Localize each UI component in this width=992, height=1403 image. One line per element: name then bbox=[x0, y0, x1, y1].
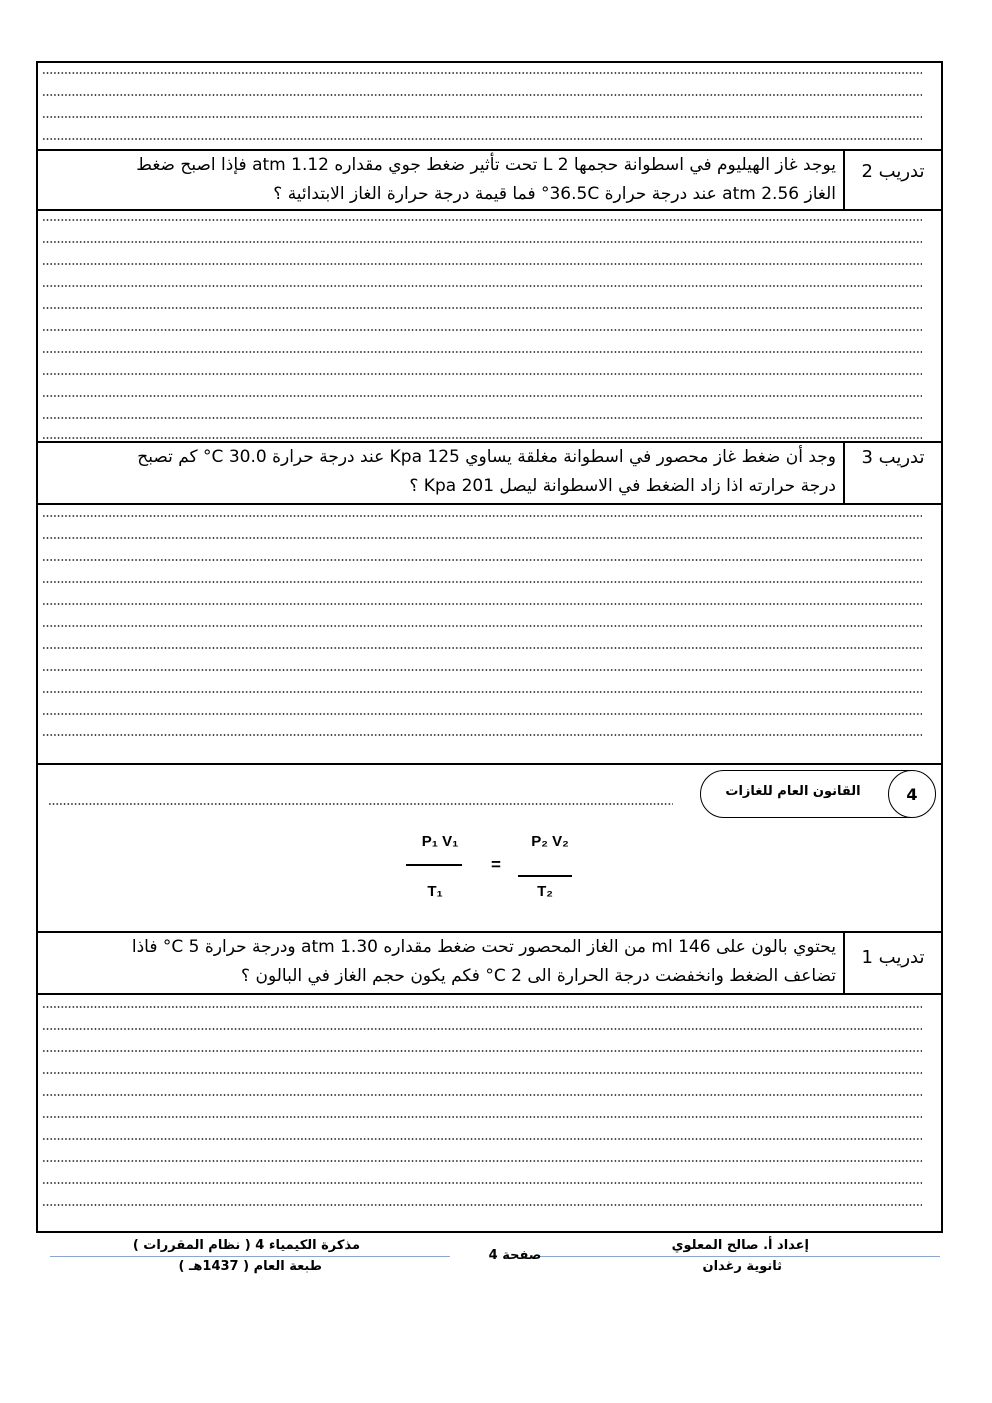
exercise-label: تدريب 2 bbox=[861, 161, 925, 182]
question-line: الغاز 2.56 atm عند درجة حرارة 36.5C° فما قيمة درجة حرارة الغاز الابتدائية ؟ bbox=[273, 184, 836, 204]
section-title: القانون العام للغازات bbox=[725, 784, 861, 799]
footer-course: مذكرة الكيمياء 4 ( نظام المقررات ) bbox=[132, 1238, 360, 1253]
worksheet-frame bbox=[36, 61, 943, 1233]
formula-denominator-right: T₂ bbox=[537, 883, 553, 900]
exercise-label: تدريب 1 bbox=[861, 947, 925, 968]
formula-equals: = bbox=[491, 855, 501, 874]
exercise-label: تدريب 3 bbox=[861, 447, 925, 468]
question-line: يحتوي بالون على 146 ml من الغاز المحصور تحت ضغط مقداره 1.30 atm ودرجة حرارة 5 C° فاذا bbox=[131, 937, 836, 957]
section-number: 4 bbox=[888, 770, 936, 818]
question-line: وجد أن ضغط غاز محصور في اسطوانة مغلقة يساوي 125 Kpa عند درجة حرارة 30.0 C° كم تصبح bbox=[137, 447, 836, 467]
exercise-question bbox=[50, 151, 836, 209]
footer-school: ثانوية رغدان bbox=[702, 1259, 782, 1274]
question-line: درجة حرارته اذا زاد الضغط في الاسطوانة ليصل 201 Kpa ؟ bbox=[409, 476, 836, 496]
exercise-question bbox=[64, 443, 836, 501]
section-dotted-line bbox=[48, 802, 673, 806]
exercise-question bbox=[64, 933, 836, 991]
question-line: تضاعف الضغط وانخفضت درجة الحرارة الى 2 C° فكم يكون حجم الغاز في البالون ؟ bbox=[241, 966, 836, 986]
footer-author: إعداد أ. صالح المعلوي bbox=[671, 1238, 809, 1253]
formula-numerator-left: P₁ V₁ bbox=[421, 833, 459, 850]
formula-denominator-left: T₁ bbox=[427, 883, 443, 900]
footer-edition: طبعة العام ( 1437هـ ) bbox=[178, 1259, 322, 1274]
formula-numerator-right: P₂ V₂ bbox=[531, 833, 569, 850]
question-line: يوجد غاز الهيليوم في اسطوانة حجمها 2 L تحت تأثير ضغط جوي مقداره 1.12 atm فإذا اصبح ضغط bbox=[136, 155, 836, 175]
footer-page-number: صفحة 4 bbox=[488, 1248, 542, 1263]
